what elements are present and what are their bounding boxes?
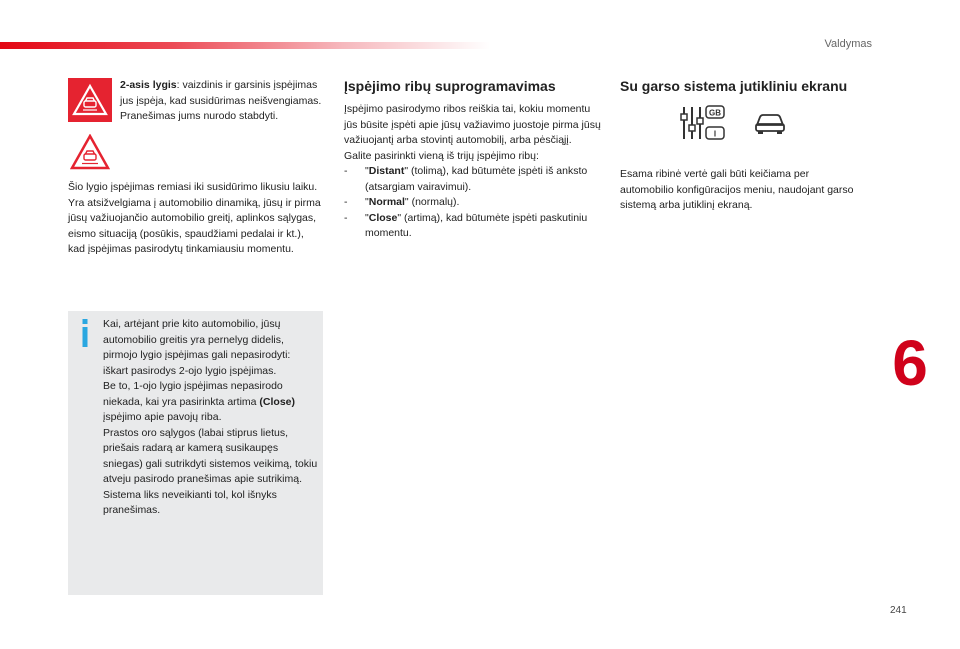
right-column [620,78,860,214]
option-quote: " [365,165,369,177]
info-para-3: Prastos oro sąlygos (labai stiprus lietus, priešais radarą ar kamerą susikaupęs sniegas) gali sutrikdyti sistemos veikimą, tokiu atveju pasirodo pranešimas apie sutrikimą. Sistema liks neveikianti tol, kol išnyks pranešimas. [103,426,318,516]
info-icon [80,319,90,349]
gb-label: GB [709,108,721,118]
option-rest: " (normalų). [404,196,460,208]
i-label: I [713,129,717,139]
info-box [68,311,323,595]
option-quote: " [365,196,369,208]
option-normal [344,195,602,211]
option-name: Normal [368,196,405,208]
info-para-2b: (Close) [259,395,295,408]
info-para-2c: įspėjimo apie pavojų riba. [103,411,222,423]
middle-choose: Galite pasirinkti vieną iš trijų įspėjimo ribų: [344,149,539,162]
level2-text: : vaizdinis ir garsinis įspėjimas jus įspėja, kad susidūrimas neišvengiamas. [120,79,322,107]
page-number: 241 [890,605,907,616]
header-accent-bar [0,42,490,49]
option-dash: - [344,165,348,177]
info-para-2a: Be to, 1-ojo lygio įspėjimas nepasirodo niekada, kai yra pasirinkta artima [103,380,283,408]
section-title: Valdymas [824,38,872,50]
info-para-2 [103,379,318,426]
level2-line2: Pranešimas jums nurodo stabdyti. [120,110,279,122]
option-dash: - [344,196,348,208]
level2-description [120,78,326,125]
info-para-1: Kai, artėjant prie kito automobilio, jūsų automobilio greitis yra pernelyg didelis, pirmojo lygio įspėjimas gali nepasirodyti: iškart pasirodys 2-ojo lygio įspėjimas. [103,318,291,377]
level2-title: 2-asis lygis [120,79,177,91]
middle-column [344,78,602,242]
left-column [68,78,326,255]
option-name: Distant [368,165,405,177]
collision-warning-outline-icon [68,130,112,174]
right-text: Esama ribinė vertė gali būti keičiama per automobilio konfigūracijos meniu, naudojant garso sistemą arba jutiklinį ekraną. [620,168,854,211]
option-close [344,211,602,242]
settings-sliders-icon [680,105,726,141]
right-heading: Su garso sistema jutikliniu ekranu [620,78,848,94]
chapter-number: 6 [892,327,928,399]
option-rest: " (tolimą), kad būtumėte įspėti iš anksto (atsargiam vairavimui). [365,165,588,193]
option-quote: " [365,211,369,224]
level2-warning-block [68,78,326,178]
icon-row [620,105,860,155]
option-rest: " (artimą), kad būtumėte įspėti paskutiniu momentu. [365,211,588,239]
collision-warning-icon [68,78,112,122]
middle-heading: Įspėjimo ribų suprogramavimas [344,78,556,94]
option-name: Close [368,211,398,224]
info-text [103,317,318,519]
middle-intro: Įspėjimo pasirodymo ribos reiškia tai, kokiu momentu jūs būsite įspėti apie jūsų važiavimo juostoje pirma jūsų važiuojantį arba stovintį automobilį, arba pėsčiąjį. [344,103,601,146]
level2-paragraph: Šio lygio įspėjimas remiasi iki susidūrimo likusiu laiku. Yra atsižvelgiama į automobilio dinamiką, jūsų ir pirma jūsų važiuojančio automobilio greitį, aplinkos sąlygas, eismo situaciją (posūkis, spaudžiami pedalai ir kt.), kad įspėjimas pasirodytų tinkamiausiu momentu. [68,181,321,255]
car-icon [754,111,786,135]
option-distant [344,164,602,195]
option-dash: - [344,211,348,224]
